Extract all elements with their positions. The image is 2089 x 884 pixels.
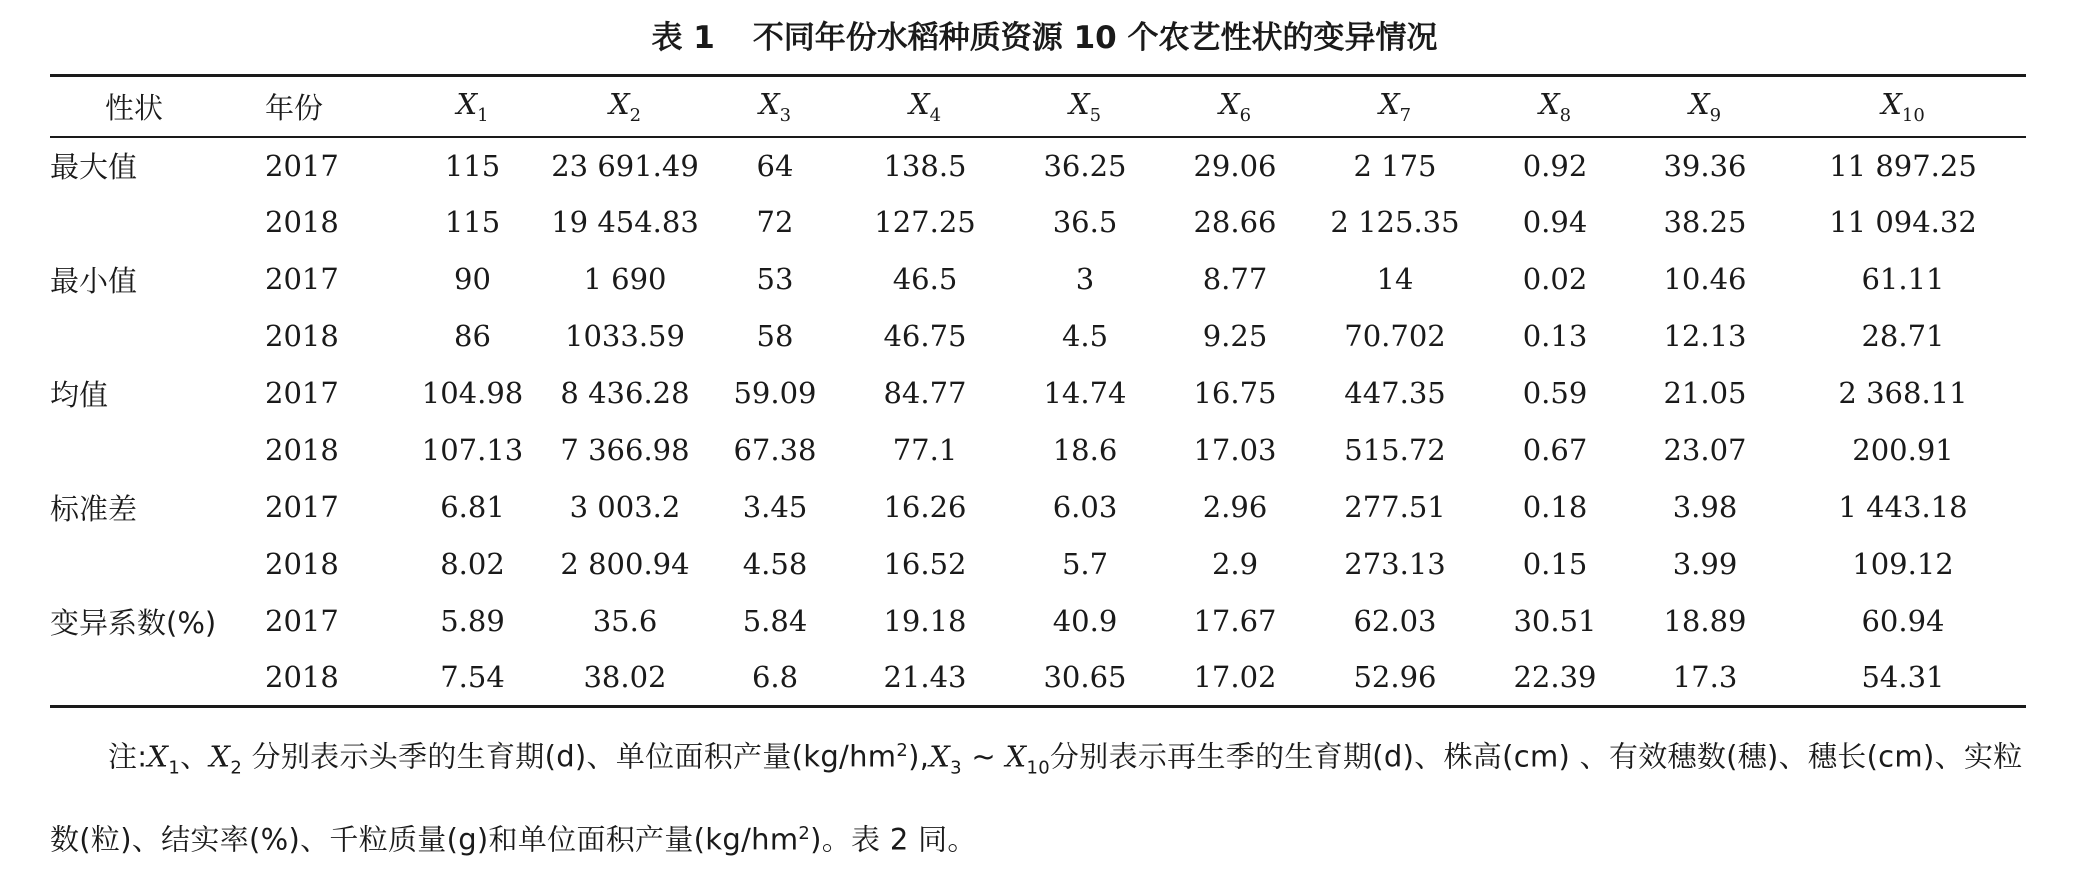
value-cell: 36.25 (1043, 148, 1127, 183)
value-cell: 3 003.2 (569, 490, 681, 524)
header-x4 (840, 76, 1010, 137)
trait-cell: 变异系数(%) (50, 605, 217, 640)
value-cell: 70.702 (1344, 319, 1446, 353)
value-cell: 77.1 (892, 433, 958, 467)
variable-label: $X_9$ (1688, 86, 1722, 126)
value-cell: 28.66 (1193, 205, 1277, 239)
year-cell: 2017 (265, 262, 339, 296)
value-cell: 0.92 (1522, 148, 1588, 183)
table-row (50, 194, 2026, 251)
trait-cell: 均值 (50, 377, 109, 412)
value-cell: 23 691.49 (551, 148, 699, 183)
year-cell: 2017 (265, 376, 339, 410)
header-x1 (405, 76, 540, 137)
header-x3 (710, 76, 840, 137)
year-cell: 2018 (265, 547, 339, 581)
value-cell: 0.18 (1522, 490, 1588, 524)
value-cell: 2.96 (1202, 490, 1268, 524)
year-cell: 2017 (265, 604, 339, 638)
trait-cell (50, 308, 265, 365)
value-cell: 6.8 (710, 650, 840, 707)
value-cell: 16.26 (883, 490, 967, 524)
trait-cell: 最大值 (50, 150, 138, 184)
value-cell: 3.98 (1672, 490, 1738, 524)
value-cell: 104.98 (421, 376, 524, 410)
value-cell: 23.07 (1663, 433, 1747, 467)
value-cell: 515.72 (1344, 433, 1446, 467)
value-cell: 21.05 (1663, 376, 1747, 410)
value-cell: 107.13 (421, 433, 524, 467)
value-cell: 62.03 (1353, 604, 1437, 638)
trait-cell: 标准差 (50, 491, 138, 526)
value-cell: 17.02 (1160, 650, 1310, 707)
variation-table (50, 74, 2026, 708)
value-cell: 38.25 (1663, 205, 1747, 239)
value-cell: 3 (1075, 262, 1095, 296)
value-cell: 46.5 (892, 262, 958, 296)
variable-label: $X_5$ (1068, 86, 1102, 126)
value-cell: 18.6 (1052, 433, 1118, 467)
value-cell: 2 175 (1353, 148, 1437, 183)
value-cell: 21.43 (840, 650, 1010, 707)
value-cell: 35.6 (592, 604, 658, 638)
value-cell: 0.67 (1522, 433, 1588, 467)
variable-label: $X_1$ (456, 86, 489, 126)
header-x6 (1160, 76, 1310, 137)
value-cell: 90 (454, 262, 491, 296)
trait-cell (50, 650, 265, 707)
table-row (50, 536, 2026, 593)
value-cell: 14 (1376, 262, 1414, 296)
table-row (50, 365, 2026, 422)
value-cell: 30.51 (1513, 604, 1597, 638)
value-cell: 18.89 (1663, 604, 1747, 638)
header-year: 年份 (265, 76, 405, 137)
value-cell: 72 (756, 205, 794, 239)
value-cell: 127.25 (874, 205, 976, 239)
header-x5 (1010, 76, 1160, 137)
table-body (50, 137, 2026, 707)
value-cell: 6.81 (440, 490, 505, 524)
variable-label: $X_2$ (608, 86, 642, 126)
value-cell: 5.7 (1061, 547, 1109, 581)
table-row (50, 308, 2026, 365)
table-row (50, 251, 2026, 308)
value-cell: 1 690 (583, 262, 667, 296)
year-cell: 2017 (265, 490, 339, 524)
table-note: 注$:X_1$、$X_2$ 分别表示头季的生育期(d)、单位面积产量$(kg/hm^2),X_3$ ~ $X_{10}$分别表示再生季的生育期(d)、株高(cm) 、有效穗数(穗)、穗长(cm)、实粒数(粒)、结实率(%)、千粒质量(g)和单位面积产量$(kg/hm^2)$。表 2 同。 (50, 739, 2023, 858)
value-cell: 4.58 (742, 547, 808, 581)
year-cell: 2018 (265, 319, 339, 353)
value-cell: 1 443.18 (1838, 490, 1968, 524)
value-cell: 447.35 (1344, 376, 1446, 410)
value-cell: 2.9 (1211, 547, 1259, 581)
variable-label: $X_3$ (758, 86, 792, 126)
value-cell: 84.77 (883, 376, 967, 410)
value-cell: 8 436.28 (560, 376, 690, 410)
year-cell: 2018 (265, 433, 339, 467)
value-cell: 3.45 (742, 490, 808, 524)
variable-label: $X_4$ (908, 86, 942, 126)
year-cell: 2017 (265, 148, 339, 183)
value-cell: 58 (756, 319, 794, 353)
value-cell: 64 (756, 148, 794, 183)
value-cell: 19.18 (883, 604, 967, 638)
value-cell: 5.84 (742, 604, 808, 638)
table-label: 表 1 (651, 20, 715, 56)
value-cell: 11 897.25 (1829, 148, 1977, 183)
trait-cell: 最小值 (50, 263, 138, 298)
value-cell: 28.71 (1861, 319, 1945, 353)
table-caption (0, 14, 2089, 62)
value-cell: 12.13 (1663, 319, 1747, 353)
value-cell: 30.65 (1010, 650, 1160, 707)
value-cell: 200.91 (1852, 433, 1954, 467)
value-cell: 19 454.83 (551, 205, 699, 239)
value-cell: 67.38 (733, 433, 817, 467)
value-cell: 38.02 (540, 650, 710, 707)
value-cell: 2 125.35 (1330, 205, 1460, 239)
value-cell: 7.54 (405, 650, 540, 707)
value-cell: 277.51 (1344, 490, 1446, 524)
value-cell: 2 368.11 (1838, 376, 1968, 410)
value-cell: 53 (756, 262, 794, 296)
trait-cell (50, 422, 265, 479)
value-cell: 61.11 (1861, 262, 1945, 296)
value-cell: 115 (444, 205, 501, 239)
table-row (50, 479, 2026, 536)
value-cell: 115 (444, 148, 501, 183)
value-cell: 138.5 (883, 148, 967, 183)
value-cell: 3.99 (1672, 547, 1738, 581)
value-cell: 2 800.94 (560, 547, 690, 581)
table-header (50, 76, 2026, 137)
value-cell: 29.06 (1193, 148, 1277, 183)
variable-label: $X_6$ (1218, 86, 1252, 126)
value-cell: 10.46 (1663, 262, 1747, 296)
year-cell: 2018 (265, 650, 405, 707)
value-cell: 11 094.32 (1829, 205, 1977, 239)
header-trait: 性状 (50, 76, 265, 137)
header-x8 (1480, 76, 1630, 137)
value-cell: 17.67 (1193, 604, 1277, 638)
header-x9 (1630, 76, 1780, 137)
value-cell: 6.03 (1052, 490, 1118, 524)
variable-label: $X_7$ (1378, 86, 1412, 126)
value-cell: 1033.59 (565, 319, 685, 353)
table-row (50, 593, 2026, 650)
value-cell: 52.96 (1310, 650, 1480, 707)
value-cell: 54.31 (1780, 650, 2026, 707)
value-cell: 0.02 (1522, 262, 1588, 296)
trait-cell (50, 194, 265, 251)
value-cell: 0.94 (1522, 205, 1588, 239)
header-x10 (1780, 76, 2026, 137)
value-cell: 7 366.98 (560, 433, 690, 467)
trait-cell (50, 536, 265, 593)
value-cell: 8.02 (440, 547, 505, 581)
value-cell: 16.52 (883, 547, 967, 581)
value-cell: 0.59 (1522, 376, 1588, 410)
table-row (50, 137, 2026, 194)
value-cell: 0.15 (1522, 547, 1588, 581)
value-cell: 86 (454, 319, 491, 353)
table-title: 不同年份水稻种质资源 10 个农艺性状的变异情况 (752, 20, 1438, 56)
value-cell: 109.12 (1852, 547, 1954, 581)
header-x2 (540, 76, 710, 137)
value-cell: 46.75 (883, 319, 967, 353)
year-cell: 2018 (265, 205, 339, 239)
value-cell: 36.5 (1052, 205, 1118, 239)
value-cell: 4.5 (1061, 319, 1109, 353)
value-cell: 9.25 (1202, 319, 1268, 353)
value-cell: 60.94 (1861, 604, 1945, 638)
value-cell: 5.89 (440, 604, 505, 638)
variable-label: $X_8$ (1538, 86, 1572, 126)
value-cell: 16.75 (1193, 376, 1277, 410)
value-cell: 8.77 (1202, 262, 1268, 296)
value-cell: 17.03 (1193, 433, 1277, 467)
header-x7 (1310, 76, 1480, 137)
value-cell: 273.13 (1344, 547, 1446, 581)
variable-label: $X_{10}$ (1881, 86, 1925, 126)
value-cell: 39.36 (1663, 148, 1747, 183)
table-row (50, 422, 2026, 479)
value-cell: 17.3 (1630, 650, 1780, 707)
value-cell: 0.13 (1522, 319, 1588, 353)
value-cell: 59.09 (733, 376, 817, 410)
value-cell: 22.39 (1480, 650, 1630, 707)
value-cell: 40.9 (1052, 604, 1118, 638)
table-row (50, 650, 2026, 707)
value-cell: 14.74 (1043, 376, 1127, 410)
